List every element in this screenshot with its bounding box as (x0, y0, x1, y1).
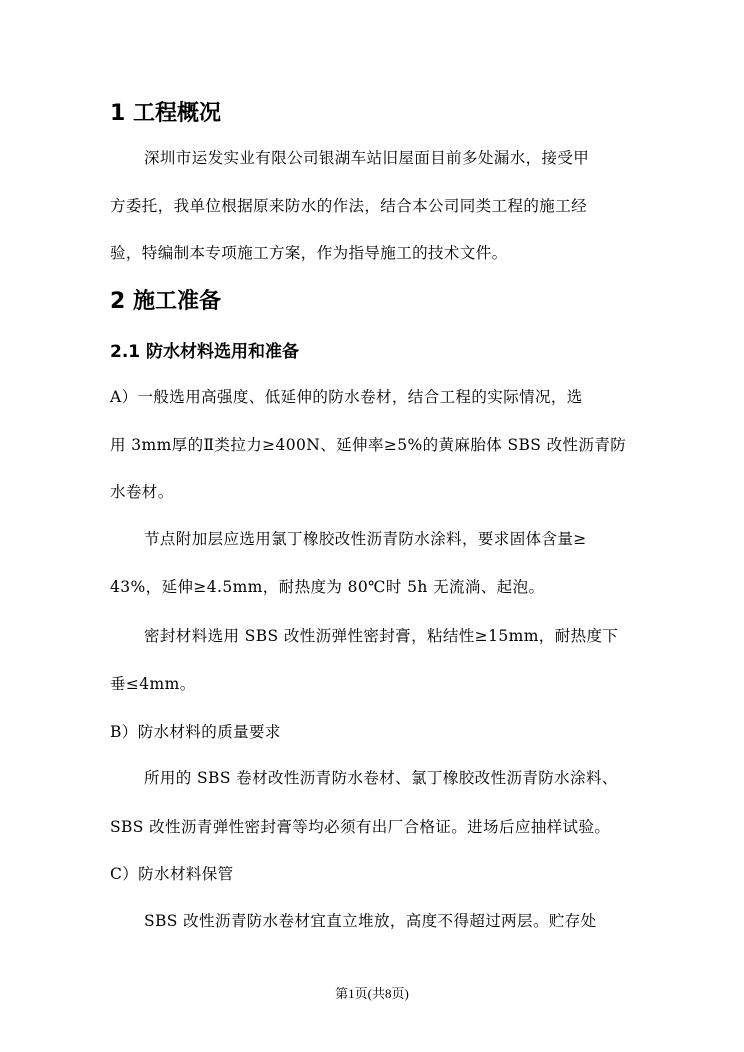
para-b-line-1: 所用的 SBS 卷材改性沥青防水卷材、氯丁橡胶改性沥青防水涂料、 (144, 769, 618, 787)
para-b-heading: B）防水材料的质量要求 (110, 723, 281, 741)
para-node-line-2: 43%，延伸≥4.5mm，耐热度为 80℃时 5h 无流淌、起泡。 (110, 578, 545, 596)
section-1-line-1: 深圳市运发实业有限公司银湖车站旧屋面目前多处漏水，接受甲 (144, 149, 590, 167)
para-seal-line-1: 密封材料选用 SBS 改性沥弹性密封膏，粘结性≥15mm，耐热度下 (144, 627, 619, 645)
section-1-line-2: 方委托，我单位根据原来防水的作法，结合本公司同类工程的施工经 (110, 197, 588, 215)
page-footer: 第1页(共8页) (335, 986, 409, 1001)
para-a-line-2: 用 3mm厚的Ⅱ类拉力≥400N、延伸率≥5%的黄麻胎体 SBS 改性沥青防 (110, 436, 627, 454)
para-node-line-1: 节点附加层应选用氯丁橡胶改性沥青防水涂料，要求固体含量≥ (144, 530, 587, 548)
para-a-line-1: A）一般选用高强度、低延伸的防水卷材，结合工程的实际情况，选 (110, 388, 583, 406)
section-1-line-3: 验，特编制本专项施工方案，作为指导施工的技术文件。 (110, 244, 508, 262)
section-2-heading: 2 施工准备 (110, 289, 221, 314)
para-a-line-3: 水卷材。 (110, 483, 174, 501)
para-b-line-2: SBS 改性沥青弹性密封膏等均必须有出厂合格证。进场后应抽样试验。 (110, 818, 611, 836)
section-2-1-heading: 2.1 防水材料选用和准备 (110, 342, 300, 362)
section-1-heading: 1 工程概况 (110, 101, 221, 126)
para-c-heading: C）防水材料保管 (110, 865, 234, 883)
para-seal-line-2: 垂≤4mm。 (110, 675, 196, 693)
para-c-line-1: SBS 改性沥青防水卷材宜直立堆放，高度不得超过两层。贮存处 (144, 912, 597, 930)
